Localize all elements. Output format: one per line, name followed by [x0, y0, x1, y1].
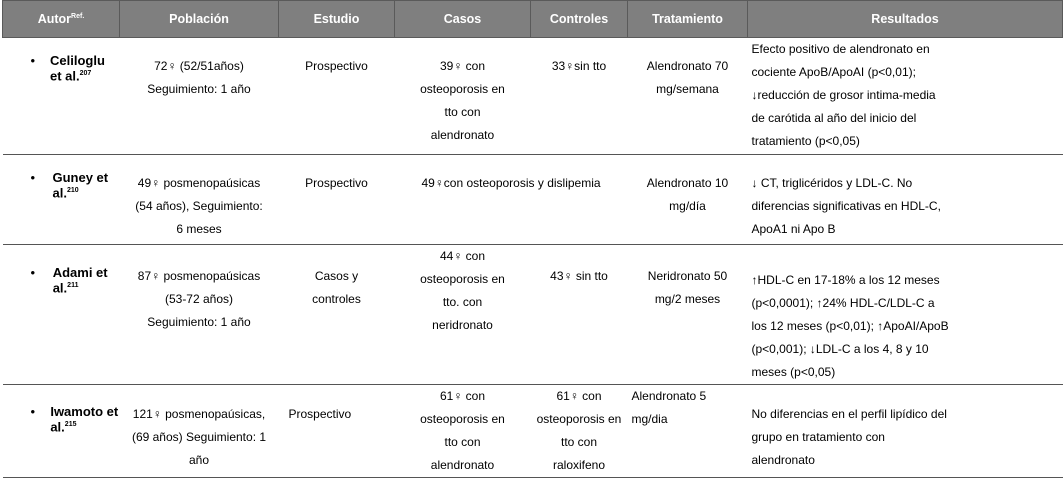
resultados-cell: ↑HDL-C en 17-18% a los 12 meses (p<0,0001); ↑24% HDL-C/LDL-C a los 12 meses (p<0,01); ↑ApoAI/ApoB (p<0,001); ↓LDL-C a los 4, 8 y 10 meses (p<0,05): [748, 245, 1063, 385]
author-name: Iwamoto et al.$^{215}$: [50, 404, 119, 435]
poblacion-cell: 121♀ posmenopaúsicas, (69 años) Seguimiento: 1 año: [120, 385, 279, 478]
tratamiento-cell: Alendronato 10 mg/día: [628, 155, 748, 245]
table-row: [3, 38, 1063, 155]
table-row: [3, 385, 1063, 478]
controles-cell: 61♀ con osteoporosis en tto con raloxifeno: [531, 385, 628, 478]
estudio-cell: Casos y controles: [279, 245, 395, 385]
autor-cell: [3, 245, 120, 385]
estudio-cell: Prospectivo: [279, 385, 395, 478]
header-autor: Autor$^{Ref.}$: [3, 1, 120, 38]
estudio-cell: Prospectivo: [279, 155, 395, 245]
tratamiento-cell: Alendronato 70 mg/semana: [628, 38, 748, 155]
header-controles: Controles: [531, 1, 628, 38]
resultados-cell: No diferencias en el perfil lipídico del grupo en tratamiento con alendronato: [748, 385, 1063, 478]
casos-controles-cell: 49♀con osteoporosis y dislipemia: [395, 155, 628, 245]
tratamiento-cell: Alendronato 5 mg/dia: [628, 385, 748, 478]
table-row: [3, 245, 1063, 385]
poblacion-cell: 49♀ posmenopaúsicas (54 años), Seguimiento: 6 meses: [120, 155, 279, 245]
resultados-cell: Efecto positivo de alendronato en cociente ApoB/ApoAI (p<0,01); ↓reducción de grosor intima-media de carótida al año del inicio del tratamiento (p<0,05): [748, 38, 1063, 155]
estudio-cell: Prospectivo: [279, 38, 395, 155]
header-estudio: Estudio: [279, 1, 395, 38]
autor-cell: [3, 385, 120, 478]
author-name: Guney et al.$^{210}$: [52, 170, 109, 201]
author-name: Adami et al.$^{211}$: [52, 265, 108, 296]
casos-cell: 44♀ con osteoporosis en tto. con neridronato: [395, 245, 531, 385]
casos-cell: 61♀ con osteoporosis en tto con alendronato: [395, 385, 531, 478]
poblacion-cell: 72♀ (52/51años) Seguimiento: 1 año: [120, 38, 279, 155]
tratamiento-cell: Neridronato 50 mg/2 meses: [628, 245, 748, 385]
bullet: •: [30, 404, 36, 419]
header-resultados: Resultados: [748, 1, 1063, 38]
poblacion-cell: 87♀ posmenopaúsicas (53-72 años) Seguimiento: 1 año: [120, 245, 279, 385]
header-poblacion: Población: [120, 1, 279, 38]
resultados-cell: ↓ CT, triglicéridos y LDL-C. No diferencias significativas en HDL-C, ApoA1 ni Apo B: [748, 155, 1063, 245]
autor-cell: [3, 38, 120, 155]
studies-table: [2, 0, 1063, 478]
table-row: [3, 155, 1063, 245]
controles-cell: 33♀sin tto: [531, 38, 628, 155]
autor-cell: [3, 155, 120, 245]
bullet: •: [30, 265, 36, 280]
author-name: Celiloglu et al.$^{207}$: [50, 53, 105, 84]
controles-cell: 43♀ sin tto: [531, 245, 628, 385]
casos-cell: 39♀ con osteoporosis en tto con alendronato: [395, 38, 531, 155]
header-casos: Casos: [395, 1, 531, 38]
header-tratamiento: Tratamiento: [628, 1, 748, 38]
bullet: •: [30, 53, 36, 68]
header-row: [3, 1, 1063, 38]
bullet: •: [30, 170, 36, 185]
